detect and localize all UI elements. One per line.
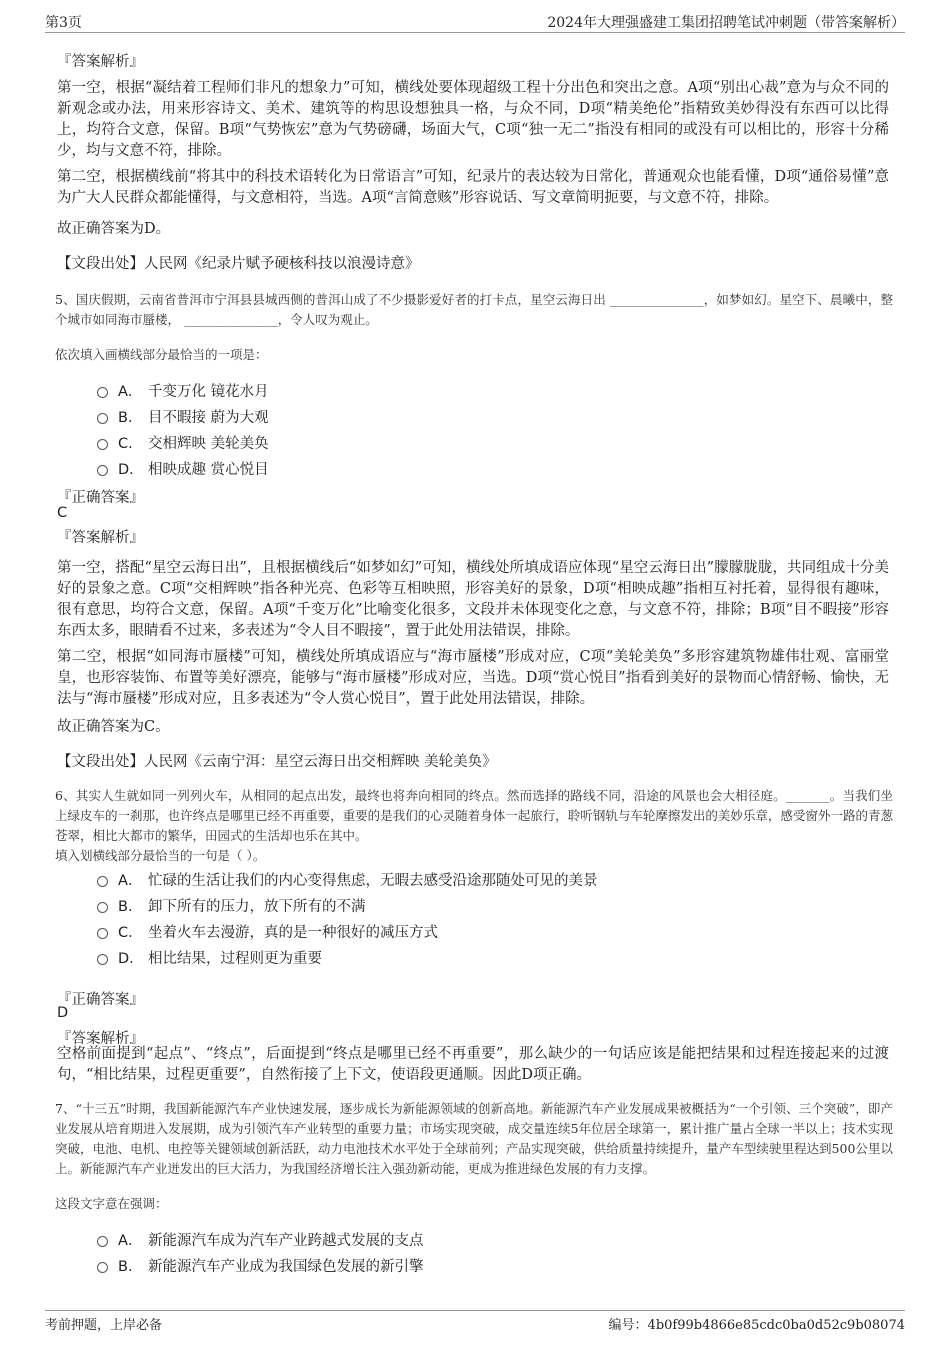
q6-option-c[interactable] [97,921,438,942]
radio-icon[interactable] [97,928,108,939]
option-text: 相比结果，过程则更为重要 [148,951,322,967]
radio-icon[interactable] [97,902,108,913]
q4-analysis-paragraph: 第二空，根据横线前“将其中的科技术语转化为日常语言”可知，纪录片的表达较为日常化，普通观众也能看懂，D项“通俗易懂”意为广大人民群众都能懂得，与文意相符，当选。A项“言简意赅”形容说话、写文章简明扼要，与文意不符，排除。 [57,169,889,206]
radio-icon[interactable] [97,413,108,424]
q6-option-b[interactable] [97,895,366,916]
q7-option-b[interactable] [97,1255,424,1276]
q5-option-c[interactable] [97,432,269,453]
footer-divider [45,1310,905,1311]
option-text: 千变万化 镜花水月 [148,384,269,400]
document-title: 2024年大理强盛建工集团招聘笔试冲刺题（带答案解析） [547,15,905,31]
radio-icon[interactable] [97,954,108,965]
option-letter: A． [118,384,143,400]
option-text: 新能源汽车成为汽车产业跨越式发展的支点 [148,1233,424,1249]
q5-analysis-paragraph: 第一空，搭配“星空云海日出”，且根据横线后“如梦如幻”可知，横线处所填成语应体现“星空云海日出”朦朦胧胧，共同组成十分美好的景象之意。C项“交相辉映”指各种光亮、色彩等互相映照，形容美好的景象，D项“相映成趣”指相互衬托着，显得很有趣味，很有意思，均符合文意，保留。A项“千变万化”比喻变化很多，文段并未体现变化之意，与文意不符，排除；B项“目不暇接”形容东西太多，眼睛看不过来，多表述为“令人目不暇接”，置于此处用法错误，排除。 [57,560,889,639]
radio-icon[interactable] [97,876,108,887]
q5-option-d[interactable] [97,458,269,479]
q5-option-b[interactable] [97,406,269,427]
option-text: 新能源汽车产业成为我国绿色发展的新引擎 [148,1259,424,1275]
option-letter: D． [118,462,144,478]
q6-option-a[interactable] [97,869,598,890]
document-id: 编号：4b0f99b4866e85cdc0ba0d52c9b08074 [608,1318,905,1333]
q5-analysis-paragraph: 第二空，根据“如同海市蜃楼”可知，横线处所填成语应与“海市蜃楼”形成对应，C项“美轮美奂”多形容建筑物雄伟壮观、富丽堂皇，也形容装饰、布置等美好漂亮，能够与“海市蜃楼”形成对应，当选。D项“赏心悦目”指看到美好的景物而心情舒畅、愉快，无法与“海市蜃楼”形成对应，且多表述为“令人赏心悦目”，置于此处用法错误，排除。 [57,649,889,707]
header-divider [45,32,905,33]
q6-analysis-label: 『答案解析』 [57,1031,144,1047]
option-letter: A． [118,873,143,889]
option-letter: B． [118,1259,143,1275]
q6-option-d[interactable] [97,947,322,968]
q5-source: 【文段出处】人民网《云南宁洱：星空云海日出交相辉映 美轮美奂》 [57,754,497,770]
q6-correct-answer: D [57,1005,69,1021]
q5-stem: 5、国庆假期，云南省普洱市宁洱县县城西侧的普洱山成了不少摄影爱好者的打卡点，星空云海日出 _______________，如梦如幻。星空下、晨曦中，整个城市如同海市蜃楼， _______________，令人叹为观止。 [55,292,893,327]
option-letter: C． [118,436,143,452]
option-text: 交相辉映 美轮美奂 [148,436,269,452]
radio-icon[interactable] [97,439,108,450]
q6-correct-label: 『正确答案』 [57,992,144,1008]
option-text: 坐着火车去漫游，真的是一种很好的减压方式 [148,925,438,941]
option-letter: C． [118,925,143,941]
q4-source: 【文段出处】人民网《纪录片赋予硬核科技以浪漫诗意》 [57,256,420,272]
q5-conclusion: 故正确答案为C。 [57,719,170,735]
footer-slogan: 考前押题，上岸必备 [45,1318,163,1333]
q5-analysis-label: 『答案解析』 [57,530,144,546]
option-letter: A． [118,1233,143,1249]
q4-conclusion: 故正确答案为D。 [57,221,171,237]
option-text: 目不暇接 蔚为大观 [148,410,269,426]
page-number: 第3页 [45,15,82,31]
q4-analysis-paragraph: 第一空，根据“凝结着工程师们非凡的想象力”可知，横线处要体现超级工程十分出色和突出之意。A项“别出心裁”意为与众不同的新观念或办法，用来形容诗文、美术、建筑等的构思设想独具一格，与众不同，D项“精美绝伦”指精致美妙得没有东西可以比得上，均符合文意，保留。B项“气势恢宏”意为气势磅礴，场面大气，C项“独一无二”指没有相同的或没有可以相比的，形容十分稀少，均与文意不符，排除。 [57,80,889,159]
q7-prompt: 这段文字意在强调： [55,1196,168,1211]
option-text: 卸下所有的压力，放下所有的不满 [148,899,366,915]
q6-prompt: 填入划横线部分最恰当的一句是（ ）。 [55,848,266,863]
radio-icon[interactable] [97,1236,108,1247]
q4-analysis-label: 『答案解析』 [57,54,144,70]
radio-icon[interactable] [97,1262,108,1273]
q5-correct-label: 『正确答案』 [57,490,144,506]
q5-prompt: 依次填入画横线部分最恰当的一项是： [55,347,268,362]
q6-stem: 6、其实人生就如同一列列火车，从相同的起点出发，最终也将奔向相同的终点。然而选择的路线不同，沿途的风景也会大相径庭。_______。当我们坐上绿皮车的一刹那，也许终点是哪里已经不再重要，重要的是我们的心灵随着身体一起旅行，聆听钢轨与车轮摩擦发出的美妙乐章，感受窗外一路的青葱苍翠，相比大都市的繁华，田园式的生活却也乐在其中。 [55,788,893,843]
option-letter: D． [118,951,144,967]
option-letter: B． [118,899,143,915]
option-text: 忙碌的生活让我们的内心变得焦虑，无暇去感受沿途那随处可见的美景 [148,873,598,889]
q7-stem: 7、“十三五”时期，我国新能源汽车产业快速发展，逐步成长为新能源领域的创新高地。新能源汽车产业发展成果被概括为“一个引领、三个突破”，即产业发展从培育期进入发展期，成为引领汽车产业转型的重要力量；市场实现突破，成交量连续5年位居全球第一，累计推广量占全球一半以上；技术实现突破，电池、电机、电控等关键领域创新活跃，动力电池技术水平处于全球前列；产品实现突破，供给质量持续提升，量产车型续驶里程达到500公里以上。新能源汽车产业迸发出的巨大活力，为我国经济增长注入强劲新动能，更成为推进绿色发展的有力支撑。 [55,1101,893,1176]
option-text: 相映成趣 赏心悦目 [148,462,269,478]
q5-correct-answer: C [57,505,68,521]
radio-icon[interactable] [97,465,108,476]
q7-option-a[interactable] [97,1229,424,1250]
q6-analysis-paragraph: 空格前面提到“起点”、“终点”，后面提到“终点是哪里已经不再重要”，那么缺少的一句话应该是能把结果和过程连接起来的过渡句，“相比结果，过程更重要”，自然衔接了上下文，使语段更通顺。因此D项正确。 [57,1046,889,1083]
radio-icon[interactable] [97,387,108,398]
option-letter: B． [118,410,143,426]
q5-option-a[interactable] [97,380,269,401]
